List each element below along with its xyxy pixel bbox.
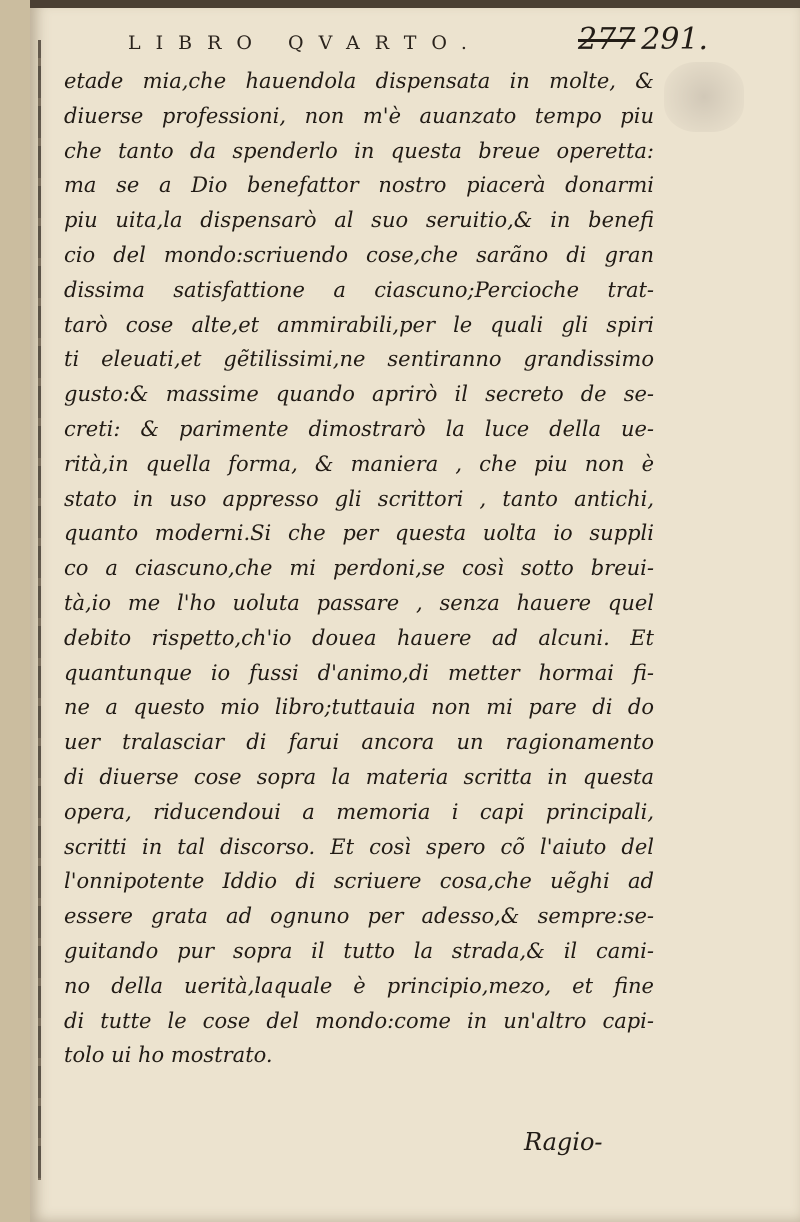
text-line: ma se a Dio benefattor nostro piacerà donarmi [64, 173, 654, 198]
text-line: l'onnipotente Iddio di scriuere cosa,che uẽghi ad [64, 869, 654, 894]
text-line: tà,io me l'ho uoluta passare , senza hauere quel [64, 590, 654, 615]
text-line: creti: & parimente dimostrarò la luce della ue- [64, 416, 654, 441]
paper-stain [664, 62, 744, 132]
text-line: tolo ui ho mostrato. [64, 1043, 273, 1068]
facing-page-edge [0, 0, 30, 1222]
text-line: ti eleuati,et gẽtilissimi,ne sentiranno grandissimo [64, 347, 654, 372]
text-line: quantunque io fussi d'animo,di metter hormai fi- [64, 660, 654, 685]
running-title: LIBRO QVARTO. [128, 32, 482, 54]
text-line: di tutte le cose del mondo:come in un'altro capi- [64, 1008, 654, 1033]
text-line: che tanto da spenderlo in questa breue operetta: [64, 138, 654, 163]
catchword: Ragio- [524, 1128, 603, 1156]
text-line: di diuerse cose sopra la materia scritta in questa [64, 764, 654, 789]
text-line: stato in uso appresso gli scrittori , tanto antichi, [64, 486, 654, 511]
text-line: gusto:& massime quando aprirò il secreto de se- [64, 382, 654, 407]
body-text [64, 64, 654, 1073]
text-line: etade mia,che hauendola dispensata in molte, & [64, 69, 654, 93]
text-line: essere grata ad ognuno per adesso,& sempre:se- [64, 904, 654, 929]
text-line: dissima satisfattione a ciascuno;Percioche trat- [64, 277, 654, 302]
text-line: guitando pur sopra il tutto la strada,& il cami- [64, 938, 654, 963]
text-line: scritti in tal discorso. Et così spero cõ l'aiuto del [64, 834, 654, 859]
running-header [128, 26, 482, 60]
text-line: no della uerità,laquale è principio,mezo, et fine [64, 973, 654, 998]
text-line: opera, riducendoui a memoria i capi principali, [64, 799, 654, 824]
text-line: debito rispetto,ch'io doueа hauere ad alcuni. Et [64, 625, 654, 650]
text-line: cio del mondo:scriuendo cose,che sarãno di gran [64, 242, 654, 267]
folio-number [578, 22, 708, 57]
text-line: diuerse professioni, non m'è auanzato tempo piu [64, 103, 654, 128]
text-line: rità,in quella forma, & maniera , che piu non è [64, 451, 654, 476]
folio-current: 291. [641, 22, 709, 57]
binding-gutter [38, 40, 41, 1180]
text-line: piu uita,la dispensarò al suo seruitio,& in benefi [64, 208, 654, 233]
text-line: tarò cose alte,et ammirabili,per le quali gli spiri [64, 312, 654, 337]
text-line: uer tralasciar di farui ancora un ragionamento [64, 730, 654, 755]
folio-struck: 277 [578, 22, 636, 57]
text-line: co a ciascuno,che mi perdoni,se così sotto breui- [64, 556, 654, 581]
text-line: ne a questo mio libro;tuttauia non mi pare di do [64, 695, 654, 720]
page-top-edge [30, 0, 800, 8]
text-line: quanto moderni.Si che per questa uolta io suppli [64, 521, 654, 546]
